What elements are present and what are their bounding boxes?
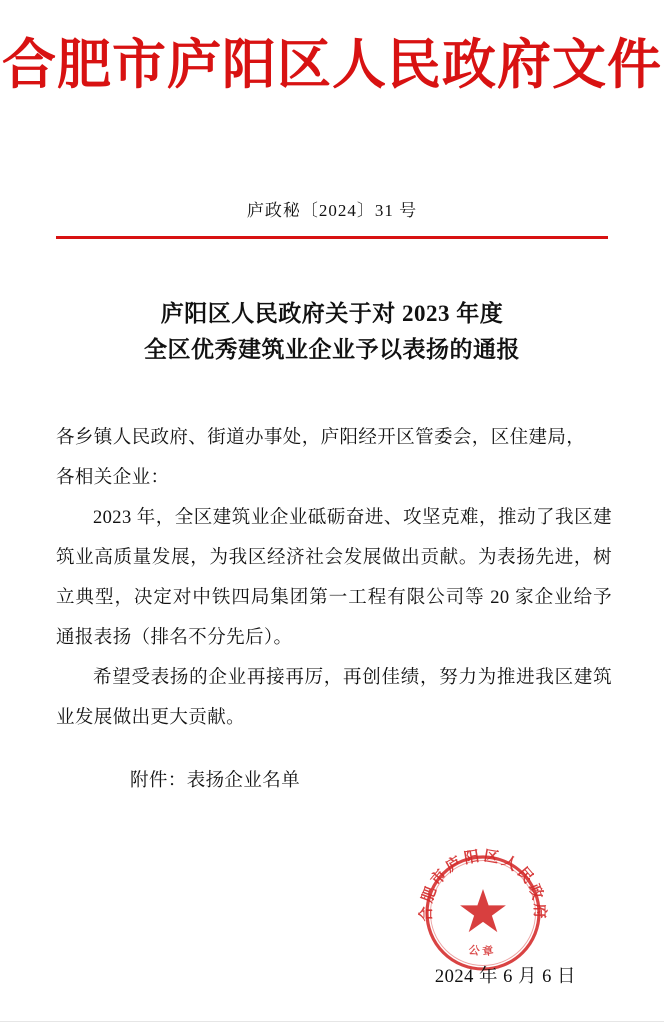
document-number: 庐政秘〔2024〕31 号: [246, 201, 418, 220]
svg-text:合肥市庐阳区人民政府: 合肥市庐阳区人民政府: [418, 848, 548, 922]
red-divider-rule: [56, 236, 608, 239]
document-title: [56, 296, 608, 368]
document-date: 2024 年 6 月 6 日: [434, 967, 576, 987]
body-paragraph-1: 2023 年，全区建筑业企业砥砺奋进、攻坚克难，推动了我区建筑业高质量发展，为我区经济社会发展做出贡献。为表扬先进，树立典型，决定对中铁四局集团第一工程有限公司等 20 家企业给予通报表扬（排名不分先后）。: [56, 508, 612, 648]
salutation-line-1: 各乡镇人民政府、街道办事处，庐阳经开区管委会，区住建局，: [56, 428, 586, 448]
masthead-title: 合肥市庐阳区人民政府文件: [2, 35, 662, 95]
document-title-line-2: 全区优秀建筑业企业予以表扬的通报: [144, 337, 520, 362]
salutation-line-2: 各相关企业：: [56, 468, 170, 488]
svg-text:公章: 公章: [467, 944, 499, 959]
body-paragraph-2: 希望受表扬的企业再接再厉，再创佳绩，努力为推进我区建筑业发展做出更大贡献。: [56, 668, 612, 728]
document-body: [56, 418, 612, 738]
masthead: [0, 34, 664, 96]
scan-bottom-edge: [0, 1021, 664, 1022]
attachment-line: 附件：表扬企业名单: [130, 771, 301, 791]
document-title-line-1: 庐阳区人民政府关于对 2023 年度: [160, 301, 504, 326]
